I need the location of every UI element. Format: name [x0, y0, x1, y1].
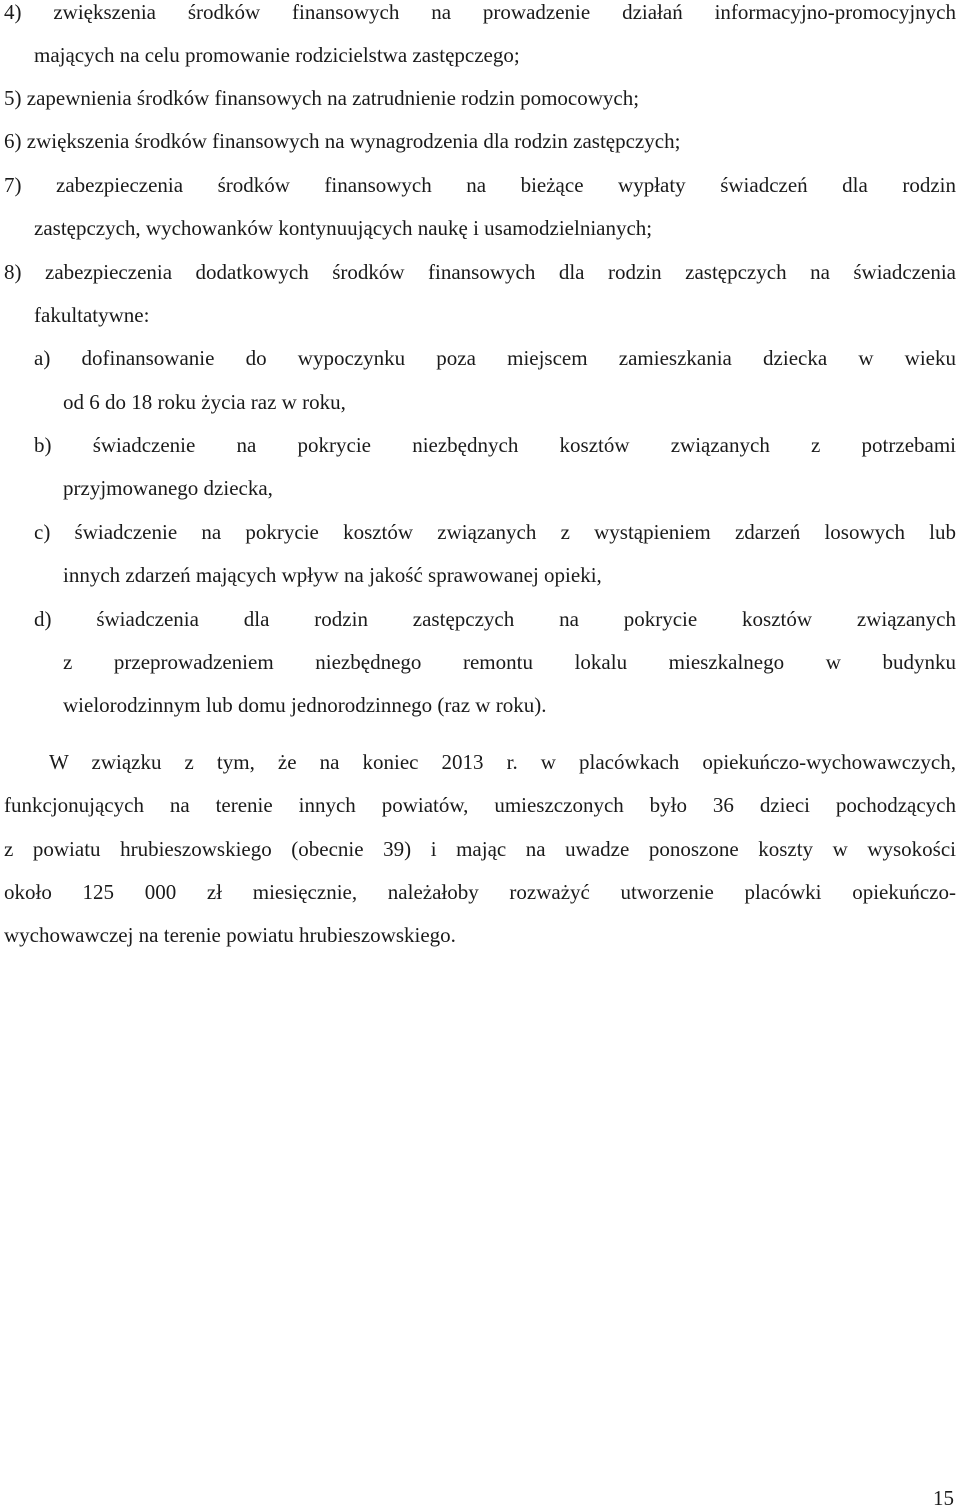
- text-line: od 6 do 18 roku życia raz w roku,: [63, 390, 346, 414]
- text-line: fakultatywne:: [34, 303, 150, 327]
- text-line: innych zdarzeń mających wpływ na jakość sprawowanej opieki,: [63, 563, 602, 587]
- text-line: W związku z tym, że na koniec 2013 r. w placówkach opiekuńczo-wychowawczych,: [49, 750, 956, 774]
- text-line: 7) zabezpieczenia środków finansowych na bieżące wypłaty świadczeń dla rodzin: [4, 173, 956, 197]
- text-line: b) świadczenie na pokrycie niezbędnych kosztów związanych z potrzebami: [34, 433, 956, 457]
- text-line: 4) zwiększenia środków finansowych na prowadzenie działań informacyjno-promocyjnych: [4, 0, 956, 24]
- text-line: przyjmowanego dziecka,: [63, 476, 273, 500]
- text-line: wielorodzinnym lub domu jednorodzinnego (raz w roku).: [63, 693, 547, 717]
- text-line: d) świadczenia dla rodzin zastępczych na pokrycie kosztów związanych: [34, 607, 956, 631]
- text-line: wychowawczej na terenie powiatu hrubieszowskiego.: [4, 923, 456, 947]
- text-line: 8) zabezpieczenia dodatkowych środków finansowych dla rodzin zastępczych na świadczenia: [4, 260, 956, 284]
- text-line: funkcjonujących na terenie innych powiatów, umieszczonych było 36 dzieci pochodzących: [4, 793, 956, 817]
- text-line: 6) zwiększenia środków finansowych na wynagrodzenia dla rodzin zastępczych;: [4, 129, 681, 153]
- text-line: z przeprowadzeniem niezbędnego remontu lokalu mieszkalnego w budynku: [63, 650, 956, 674]
- text-line: około 125 000 zł miesięcznie, należałoby rozważyć utworzenie placówki opiekuńczo-: [4, 880, 956, 904]
- text-line: z powiatu hrubieszowskiego (obecnie 39) i mając na uwadze ponoszone koszty w wysokości: [4, 837, 956, 861]
- text-line: zastępczych, wychowanków kontynuujących naukę i usamodzielnianych;: [34, 216, 653, 240]
- text-line: mających na celu promowanie rodzicielstwa zastępczego;: [34, 43, 520, 67]
- text-line: c) świadczenie na pokrycie kosztów związanych z wystąpieniem zdarzeń losowych lub: [34, 520, 956, 544]
- page-number: 15: [933, 1486, 954, 1510]
- text-line: 5) zapewnienia środków finansowych na zatrudnienie rodzin pomocowych;: [4, 86, 640, 110]
- text-line: a) dofinansowanie do wypoczynku poza miejscem zamieszkania dziecka w wieku: [34, 346, 956, 370]
